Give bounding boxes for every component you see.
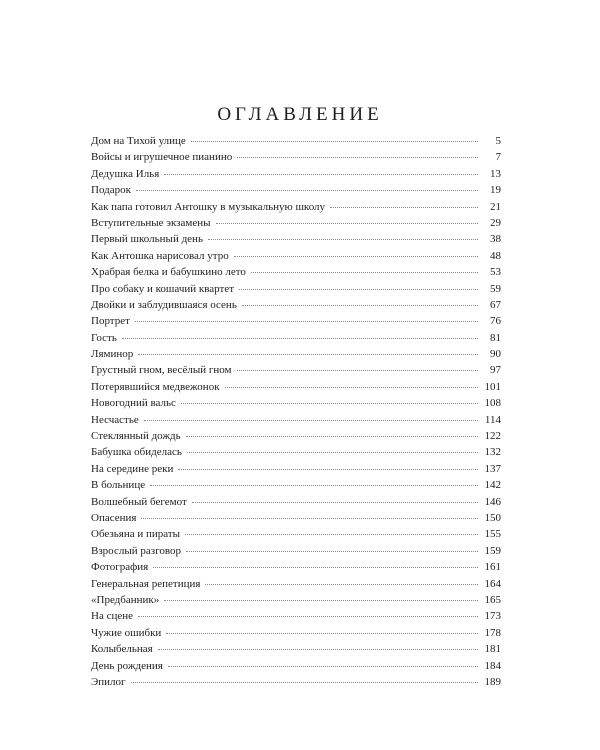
toc-entry[interactable] [91,674,501,690]
toc-entry-page-number: 29 [490,216,501,229]
dot-leader [186,436,478,437]
toc-entry-page-number: 155 [484,528,501,541]
dot-leader [186,551,478,552]
toc-entry[interactable] [91,215,501,231]
toc-entry-page-number: 178 [484,626,501,639]
toc-entry-page-number: 19 [490,184,501,197]
toc-entry-title: Как Антошка нарисовал утро [91,249,229,262]
dot-leader [237,370,479,371]
toc-entry[interactable] [91,182,501,198]
toc-entry-page-number: 114 [484,413,501,426]
toc-entry-page-number: 181 [484,643,501,656]
toc-entry-page-number: 90 [490,348,501,361]
toc-entry-title: Генеральная репетиция [91,577,201,590]
dot-leader [164,600,478,601]
toc-entry-page-number: 13 [490,167,501,180]
toc-entry-page-number: 59 [490,282,501,295]
toc-entry-page-number: 21 [490,200,501,213]
page-title: ОГЛАВЛЕНИЕ [217,104,383,125]
toc-entry-title: Дом на Тихой улице [91,135,186,147]
toc-entry-page-number: 146 [484,495,501,508]
dot-leader [225,387,478,388]
toc-entry-title: Подарок [91,184,131,197]
dot-leader [166,633,478,634]
dot-leader [150,485,478,486]
toc-entry-title: Волшебный бегемот [91,495,187,508]
toc-entry-page-number: 161 [484,561,501,574]
toc-entry[interactable] [91,461,501,477]
toc-entry-page-number: 150 [484,511,501,524]
toc-entry-title: Взрослый разговор [91,544,181,557]
toc-entry-title: В больнице [91,479,146,492]
toc-entry[interactable] [91,477,501,493]
toc-entry[interactable] [91,281,501,297]
toc-entry-page-number: 101 [484,380,501,393]
dot-leader [205,584,478,585]
toc-entry-title: На середине реки [91,462,174,475]
dot-leader [237,157,478,158]
dot-leader [138,616,478,617]
dot-leader [191,141,478,142]
toc-entry[interactable] [91,625,501,641]
dot-leader [138,354,478,355]
toc-entry-page-number: 5 [495,135,501,147]
toc-entry[interactable] [91,362,501,378]
dot-leader [192,502,478,503]
toc-entry[interactable] [91,494,501,510]
toc-entry-page-number: 142 [484,479,501,492]
toc-entry-title: Портрет [91,315,130,328]
toc-entry[interactable] [91,576,501,592]
toc-entry-title: На сцене [91,610,133,623]
toc-entry-page-number: 137 [484,462,501,475]
toc-entry[interactable] [91,297,501,313]
toc-entry[interactable] [91,199,501,215]
toc-entry-page-number: 189 [484,675,501,688]
dot-leader [178,469,478,470]
toc-entry[interactable] [91,346,501,362]
toc-entry-page-number: 67 [490,298,501,311]
toc-entry-title: Двойки и заблудившаяся осень [91,298,237,311]
dot-leader [168,666,478,667]
toc-entry[interactable] [91,658,501,674]
dot-leader [153,567,478,568]
toc-entry-title: Эпилог [91,675,126,688]
dot-leader [216,223,478,224]
toc-entry[interactable] [91,428,501,444]
toc-entry-page-number: 164 [484,577,501,590]
toc-entry-title: «Предбанник» [91,593,160,606]
dot-leader [330,207,478,208]
dot-leader [158,649,478,650]
toc-entry-title: Вступительные экзамены [91,216,211,229]
toc-entry[interactable] [91,313,501,329]
dot-leader [239,289,478,290]
toc-entry[interactable] [91,231,501,247]
dot-leader [136,190,478,191]
dot-leader [135,321,478,322]
toc-entry[interactable] [91,592,501,608]
dot-leader [164,174,478,175]
toc-entry-title: Бабушка обиделась [91,446,182,459]
dot-leader [234,256,478,257]
dot-leader [208,239,478,240]
dot-leader [181,403,478,404]
toc-entry[interactable] [91,412,501,428]
toc-entry[interactable] [91,166,501,182]
toc-entry-page-number: 165 [484,593,501,606]
toc-entry-title: Войсы и игрушечное пианино [91,151,233,164]
toc-entry[interactable] [91,395,501,411]
toc-entry-page-number: 122 [484,430,501,443]
table-of-contents [91,133,501,690]
toc-entry[interactable] [91,543,501,559]
toc-entry-title: Ляминор [91,348,134,361]
toc-entry-page-number: 97 [490,364,501,377]
toc-entry-page-number: 108 [484,397,501,410]
toc-entry-page-number: 76 [490,315,501,328]
toc-entry[interactable] [91,133,501,149]
toc-entry-title: Как папа готовил Антошку в музыкальную школу [91,200,326,213]
toc-entry-title: Фотография [91,561,149,574]
toc-entry-page-number: 48 [490,249,501,262]
toc-entry[interactable] [91,248,501,264]
dot-leader [131,682,478,683]
toc-entry-page-number: 173 [484,610,501,623]
toc-entry[interactable] [91,559,501,575]
toc-entry-title: Грустный гном, весёлый гном [91,364,232,377]
toc-entry-title: Несчастье [91,413,139,426]
toc-entry-title: Гость [91,331,117,344]
toc-entry[interactable] [91,510,501,526]
toc-entry-page-number: 132 [484,446,501,459]
dot-leader [144,420,478,421]
toc-entry-title: Новогодний вальс [91,397,176,410]
toc-entry-title: Опасения [91,511,137,524]
dot-leader [185,534,478,535]
toc-entry-page-number: 81 [490,331,501,344]
dot-leader [242,305,478,306]
toc-entry[interactable] [91,641,501,657]
toc-entry[interactable] [91,608,501,624]
toc-entry-title: Про собаку и кошачий квартет [91,282,235,295]
toc-entry-page-number: 53 [490,266,501,279]
toc-entry-page-number: 184 [484,659,501,672]
toc-entry-title: День рождения [91,659,163,672]
toc-entry-page-number: 7 [495,151,501,164]
dot-leader [187,452,478,453]
toc-entry-page-number: 159 [484,544,501,557]
toc-entry[interactable] [91,526,501,542]
toc-entry[interactable] [91,149,501,165]
toc-entry[interactable] [91,330,501,346]
toc-entry-title: Колыбельная [91,643,153,656]
toc-entry-title: Первый школьный день [91,233,203,246]
toc-entry[interactable] [91,264,501,280]
toc-entry-title: Храбрая белка и бабушкино лето [91,266,246,279]
toc-entry-title: Чужие ошибки [91,626,162,639]
toc-entry-title: Потерявшийся медвежонок [91,380,220,393]
toc-entry-title: Дедушка Илья [91,167,160,180]
toc-entry-title: Стеклянный дождь [91,430,181,443]
dot-leader [122,338,478,339]
toc-entry[interactable] [91,444,501,460]
dot-leader [251,272,478,273]
toc-entry[interactable] [91,379,501,395]
dot-leader [141,518,478,519]
toc-entry-page-number: 38 [490,233,501,246]
toc-entry-title: Обезьяна и пираты [91,528,181,541]
